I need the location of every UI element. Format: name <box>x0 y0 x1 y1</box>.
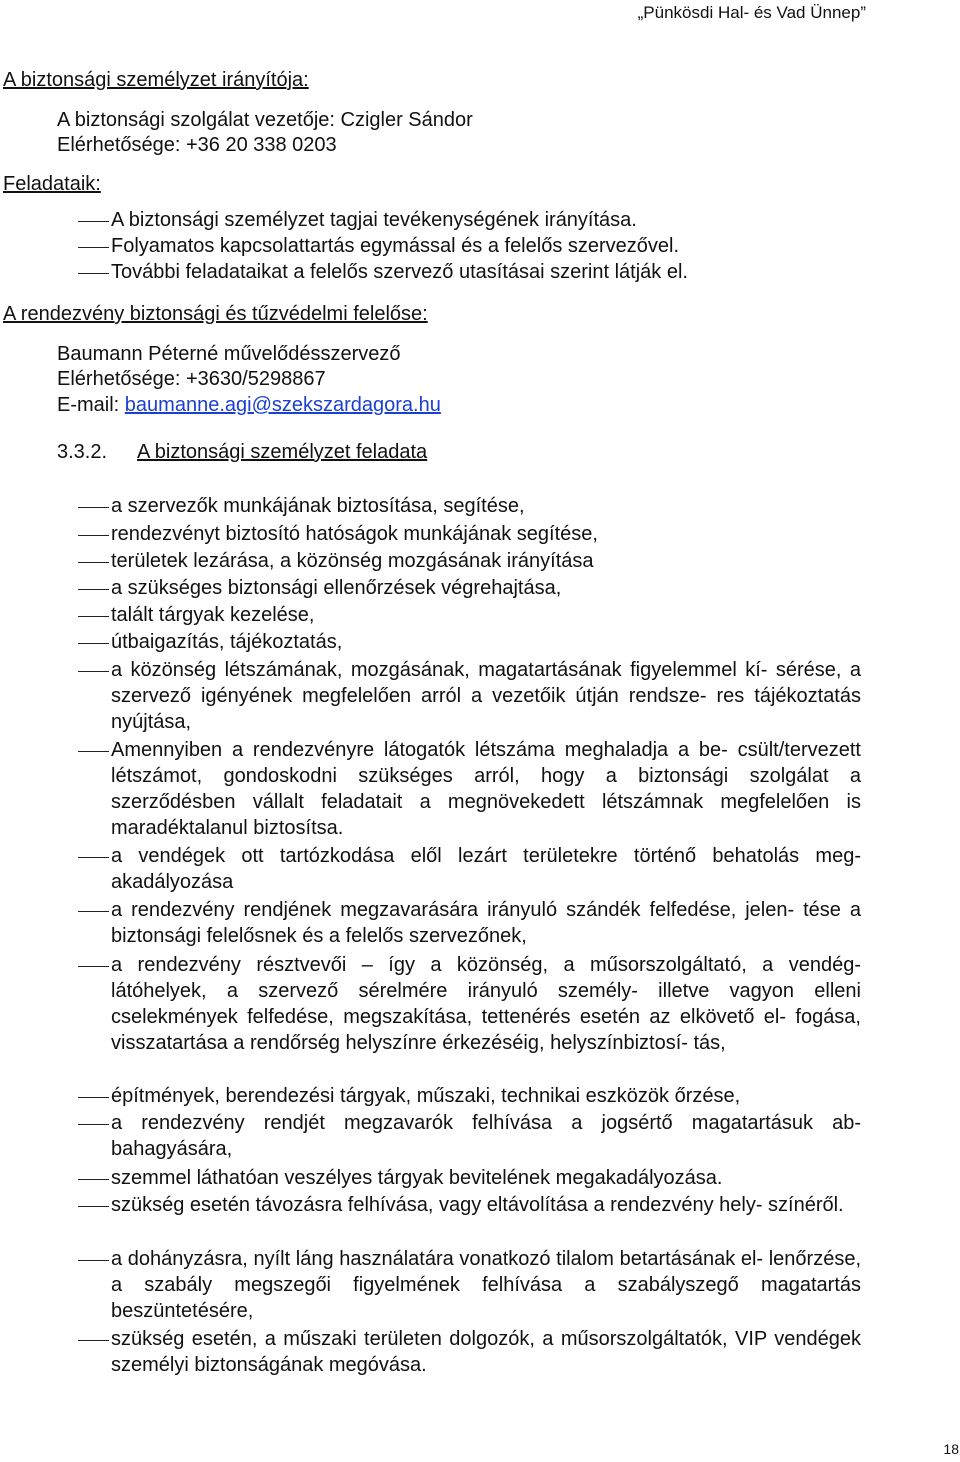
running-header: „Pünkösdi Hal- és Vad Ünnep” <box>637 3 866 22</box>
fire-safety-name: Baumann Péterné művelődésszervező <box>57 343 401 365</box>
dash-bullet <box>78 535 109 536</box>
dash-bullet <box>78 1124 109 1125</box>
dash-bullet <box>78 857 109 858</box>
dash-bullet <box>78 1340 109 1341</box>
task-item: További feladataikat a felelős szervező utasításai szerint látják el. <box>111 261 688 283</box>
duty-item: talált tárgyak kezelése, <box>111 604 315 626</box>
dash-bullet <box>78 589 109 590</box>
dash-bullet <box>78 221 109 222</box>
dash-bullet <box>78 507 109 508</box>
page-number: 18 <box>943 1441 959 1457</box>
section-title: A biztonsági személyzet feladata <box>137 441 428 463</box>
fire-safety-email-line <box>57 394 441 417</box>
dash-bullet <box>78 1179 109 1180</box>
duty-item: útbaigazítás, tájékoztatás, <box>111 631 343 653</box>
email-link[interactable]: baumanne.agi@szekszardagora.hu <box>124 394 441 416</box>
duty-item: Amennyiben a rendezvényre látogatók létszáma meghaladja a be- csült/tervezett létszámot, gondoskodni szükséges arról, hogy a biztonsági szolgálat a szerződésben vállalt feladatait a megnövekedett létszámnak megfelelően is maradéktalanul biztosítsa. <box>111 739 861 839</box>
security-leader-line: A biztonsági szolgálat vezetője: Czigler Sándor <box>57 109 473 131</box>
duty-item: építmények, berendezési tárgyak, műszaki, technikai eszközök őrzése, <box>111 1085 741 1107</box>
dash-bullet <box>78 247 109 248</box>
dash-bullet <box>78 911 109 912</box>
section-number: 3.3.2. <box>57 441 108 463</box>
duty-item: a szükséges biztonsági ellenőrzések végrehajtása, <box>111 577 562 599</box>
duty-item: a rendezvény rendjének megzavarására irányuló szándék felfedése, jelen- tése a biztonsági felelősnek és a felelős szervezőnek, <box>111 899 861 947</box>
fire-safety-phone: Elérhetősége: +3630/5298867 <box>57 368 326 390</box>
security-director-heading: A biztonsági személyzet irányítója: <box>3 69 309 91</box>
duty-item: szükség esetén, a műszaki területen dolgozók, a műsorszolgáltatók, VIP vendégek személyi biztonságának megóvása. <box>111 1328 861 1376</box>
dash-bullet <box>78 1206 109 1207</box>
tasks-heading: Feladataik: <box>3 173 101 195</box>
dash-bullet <box>78 273 109 274</box>
email-label: E-mail: <box>57 394 125 416</box>
fire-safety-heading: A rendezvény biztonsági és tűzvédelmi felelőse: <box>3 303 428 325</box>
task-item: A biztonsági személyzet tagjai tevékenységének irányítása. <box>111 209 637 231</box>
duty-item: rendezvényt biztosító hatóságok munkájának segítése, <box>111 523 598 545</box>
security-leader-phone: Elérhetősége: +36 20 338 0203 <box>57 134 337 156</box>
dash-bullet <box>78 1260 109 1261</box>
duty-item: a szervezők munkájának biztosítása, segítése, <box>111 495 525 517</box>
duty-item: a rendezvény résztvevői – így a közönség, a műsorszolgáltató, a vendég- látóhelyek, a szervező sérelmére irányuló személy- illetve vagyon elleni cselekmények felfedése, megszakítása, tettenérés esetén az elkövető el- fogása, visszatartása a rendőrség helyszínre érkezéséig, helyszínbiztosí- tás, <box>111 954 861 1054</box>
dash-bullet <box>78 616 109 617</box>
dash-bullet <box>78 1097 109 1098</box>
dash-bullet <box>78 966 109 967</box>
duty-item: a dohányzásra, nyílt láng használatára vonatkozó tilalom betartásának el- lenőrzése, a szabály megszegői figyelmének felhívása a szabályszegő magatartás beszüntetésére, <box>111 1248 861 1322</box>
duty-item: területek lezárása, a közönség mozgásának irányítása <box>111 550 594 572</box>
dash-bullet <box>78 751 109 752</box>
duty-item: a közönség létszámának, mozgásának, magatartásának figyelemmel kí- sérése, a szervező igényének megfelelően arról a vezetőik útján rendsze- res tájékoztatás nyújtása, <box>111 659 861 733</box>
duty-item: a vendégek ott tartózkodása elől lezárt területekre történő behatolás meg- akadályozása <box>111 845 861 893</box>
dash-bullet <box>78 671 109 672</box>
dash-bullet <box>78 562 109 563</box>
dash-bullet <box>78 643 109 644</box>
task-item: Folyamatos kapcsolattartás egymással és a felelős szervezővel. <box>111 235 680 257</box>
duty-item: szemmel láthatóan veszélyes tárgyak bevitelének megakadályozása. <box>111 1167 723 1189</box>
duty-item: a rendezvény rendjét megzavarók felhívása a jogsértő magatartásuk ab- bahagyására, <box>111 1112 861 1160</box>
duty-item: szükség esetén távozásra felhívása, vagy eltávolítása a rendezvény hely- színéről. <box>111 1194 844 1216</box>
